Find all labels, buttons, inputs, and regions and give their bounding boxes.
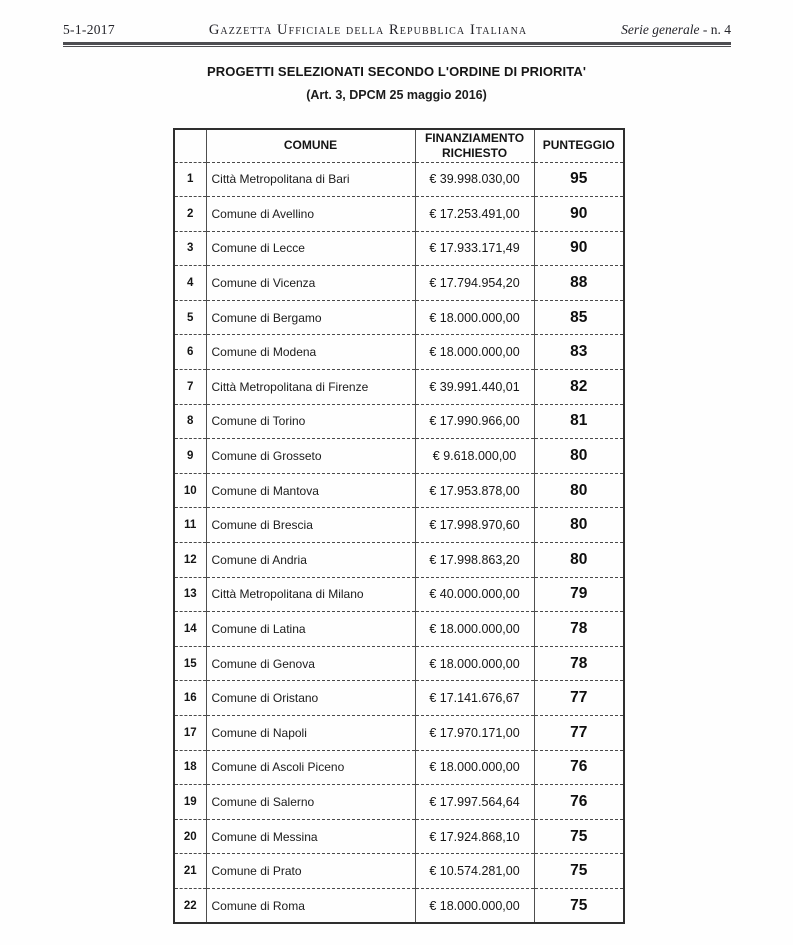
table-row — [174, 404, 624, 439]
comune-cell: Comune di Ascoli Piceno — [206, 750, 415, 785]
table-row — [174, 543, 624, 578]
rank-cell: 9 — [174, 439, 206, 474]
finanziamento-cell: € 18.000.000,00 — [415, 335, 534, 370]
punteggio-cell: 80 — [534, 473, 624, 508]
finanziamento-cell: € 17.924.868,10 — [415, 819, 534, 854]
punteggio-cell: 77 — [534, 681, 624, 716]
comune-cell: Città Metropolitana di Firenze — [206, 370, 415, 405]
finanziamento-cell: € 17.998.863,20 — [415, 543, 534, 578]
finanziamento-cell: € 17.970.171,00 — [415, 716, 534, 751]
finanziamento-cell: € 17.933.171,49 — [415, 231, 534, 266]
rank-cell: 5 — [174, 300, 206, 335]
comune-cell: Comune di Grosseto — [206, 439, 415, 474]
comune-cell: Comune di Oristano — [206, 681, 415, 716]
finanziamento-cell: € 17.997.564,64 — [415, 785, 534, 820]
punteggio-cell: 77 — [534, 716, 624, 751]
document-subtitle: (Art. 3, DPCM 25 maggio 2016) — [306, 88, 487, 102]
series-label — [621, 22, 731, 38]
finanziamento-cell: € 18.000.000,00 — [415, 300, 534, 335]
page-header — [63, 22, 731, 39]
punteggio-cell: 81 — [534, 404, 624, 439]
comune-cell: Comune di Bergamo — [206, 300, 415, 335]
masthead-title: Gazzetta Ufficiale della Repubblica Italiana — [208, 22, 528, 38]
table-row — [174, 300, 624, 335]
comune-cell: Comune di Avellino — [206, 197, 415, 232]
comune-cell: Città Metropolitana di Bari — [206, 162, 415, 197]
punteggio-cell: 75 — [534, 888, 624, 923]
comune-cell: Comune di Vicenza — [206, 266, 415, 301]
rank-cell: 11 — [174, 508, 206, 543]
series-number: - n. 4 — [702, 22, 731, 37]
comune-cell: Comune di Latina — [206, 612, 415, 647]
punteggio-cell: 80 — [534, 439, 624, 474]
rank-cell: 22 — [174, 888, 206, 923]
rank-column-header — [174, 129, 206, 162]
comune-column-header: COMUNE — [206, 129, 415, 162]
table-row — [174, 612, 624, 647]
rank-cell: 10 — [174, 473, 206, 508]
table-row — [174, 681, 624, 716]
punteggio-column-header: PUNTEGGIO — [534, 129, 624, 162]
finanziamento-cell: € 18.000.000,00 — [415, 750, 534, 785]
table-row — [174, 577, 624, 612]
table-row — [174, 785, 624, 820]
table-row — [174, 473, 624, 508]
rank-cell: 13 — [174, 577, 206, 612]
rank-cell: 1 — [174, 162, 206, 197]
comune-cell: Comune di Napoli — [206, 716, 415, 751]
rank-cell: 6 — [174, 335, 206, 370]
finanziamento-header-line1: FINANZIAMENTO — [424, 130, 525, 145]
punteggio-cell: 85 — [534, 300, 624, 335]
comune-cell: Comune di Mantova — [206, 473, 415, 508]
rank-cell: 21 — [174, 854, 206, 889]
rule-thin-line — [63, 46, 731, 47]
finanziamento-cell: € 39.991.440,01 — [415, 370, 534, 405]
table-row — [174, 231, 624, 266]
document-title: PROGETTI SELEZIONATI SECONDO L'ORDINE DI PRIORITA' — [206, 64, 587, 79]
rank-cell: 15 — [174, 646, 206, 681]
punteggio-cell: 80 — [534, 543, 624, 578]
punteggio-cell: 90 — [534, 231, 624, 266]
comune-cell: Comune di Prato — [206, 854, 415, 889]
finanziamento-column-header — [415, 129, 534, 162]
punteggio-cell: 95 — [534, 162, 624, 197]
punteggio-cell: 83 — [534, 335, 624, 370]
comune-cell: Comune di Genova — [206, 646, 415, 681]
comune-cell: Comune di Brescia — [206, 508, 415, 543]
finanziamento-cell: € 17.998.970,60 — [415, 508, 534, 543]
table-row — [174, 646, 624, 681]
punteggio-cell: 76 — [534, 785, 624, 820]
table-row — [174, 335, 624, 370]
table-row — [174, 439, 624, 474]
series-name: Serie generale — [621, 22, 700, 37]
comune-cell: Comune di Messina — [206, 819, 415, 854]
table-row — [174, 716, 624, 751]
table-row — [174, 508, 624, 543]
finanziamento-cell: € 17.141.676,67 — [415, 681, 534, 716]
rank-cell: 7 — [174, 370, 206, 405]
finanziamento-cell: € 18.000.000,00 — [415, 612, 534, 647]
finanziamento-cell: € 10.574.281,00 — [415, 854, 534, 889]
finanziamento-header-line2: RICHIESTO — [441, 145, 508, 160]
table-row — [174, 854, 624, 889]
finanziamento-cell: € 39.998.030,00 — [415, 162, 534, 197]
finanziamento-cell: € 17.253.491,00 — [415, 197, 534, 232]
finanziamento-cell: € 9.618.000,00 — [415, 439, 534, 474]
table-row — [174, 266, 624, 301]
table-row — [174, 819, 624, 854]
rank-cell: 8 — [174, 404, 206, 439]
comune-cell: Comune di Modena — [206, 335, 415, 370]
comune-cell: Comune di Torino — [206, 404, 415, 439]
finanziamento-cell: € 18.000.000,00 — [415, 646, 534, 681]
rank-cell: 14 — [174, 612, 206, 647]
rank-cell: 12 — [174, 543, 206, 578]
punteggio-cell: 75 — [534, 819, 624, 854]
comune-cell: Comune di Salerno — [206, 785, 415, 820]
finanziamento-cell: € 17.794.954,20 — [415, 266, 534, 301]
table-header-row — [174, 129, 624, 162]
finanziamento-cell: € 17.990.966,00 — [415, 404, 534, 439]
rank-cell: 16 — [174, 681, 206, 716]
finanziamento-cell: € 18.000.000,00 — [415, 888, 534, 923]
rank-cell: 3 — [174, 231, 206, 266]
table-row — [174, 370, 624, 405]
punteggio-cell: 88 — [534, 266, 624, 301]
rank-cell: 2 — [174, 197, 206, 232]
table-row — [174, 750, 624, 785]
comune-cell: Comune di Lecce — [206, 231, 415, 266]
punteggio-cell: 76 — [534, 750, 624, 785]
rank-cell: 17 — [174, 716, 206, 751]
punteggio-cell: 80 — [534, 508, 624, 543]
punteggio-cell: 82 — [534, 370, 624, 405]
rule-thick-line — [63, 42, 731, 45]
rank-cell: 4 — [174, 266, 206, 301]
header-double-rule — [63, 42, 731, 49]
finanziamento-cell: € 40.000.000,00 — [415, 577, 534, 612]
punteggio-cell: 78 — [534, 612, 624, 647]
punteggio-cell: 90 — [534, 197, 624, 232]
rank-cell: 18 — [174, 750, 206, 785]
rank-cell: 19 — [174, 785, 206, 820]
finanziamento-cell: € 17.953.878,00 — [415, 473, 534, 508]
comune-cell: Comune di Andria — [206, 543, 415, 578]
punteggio-cell: 75 — [534, 854, 624, 889]
rank-cell: 20 — [174, 819, 206, 854]
table-row — [174, 162, 624, 197]
punteggio-cell: 78 — [534, 646, 624, 681]
table-row — [174, 888, 624, 923]
comune-cell: Città Metropolitana di Milano — [206, 577, 415, 612]
table-row — [174, 197, 624, 232]
issue-date: 5-1-2017 — [63, 22, 115, 37]
comune-cell: Comune di Roma — [206, 888, 415, 923]
priority-projects-table — [173, 128, 625, 924]
punteggio-cell: 79 — [534, 577, 624, 612]
